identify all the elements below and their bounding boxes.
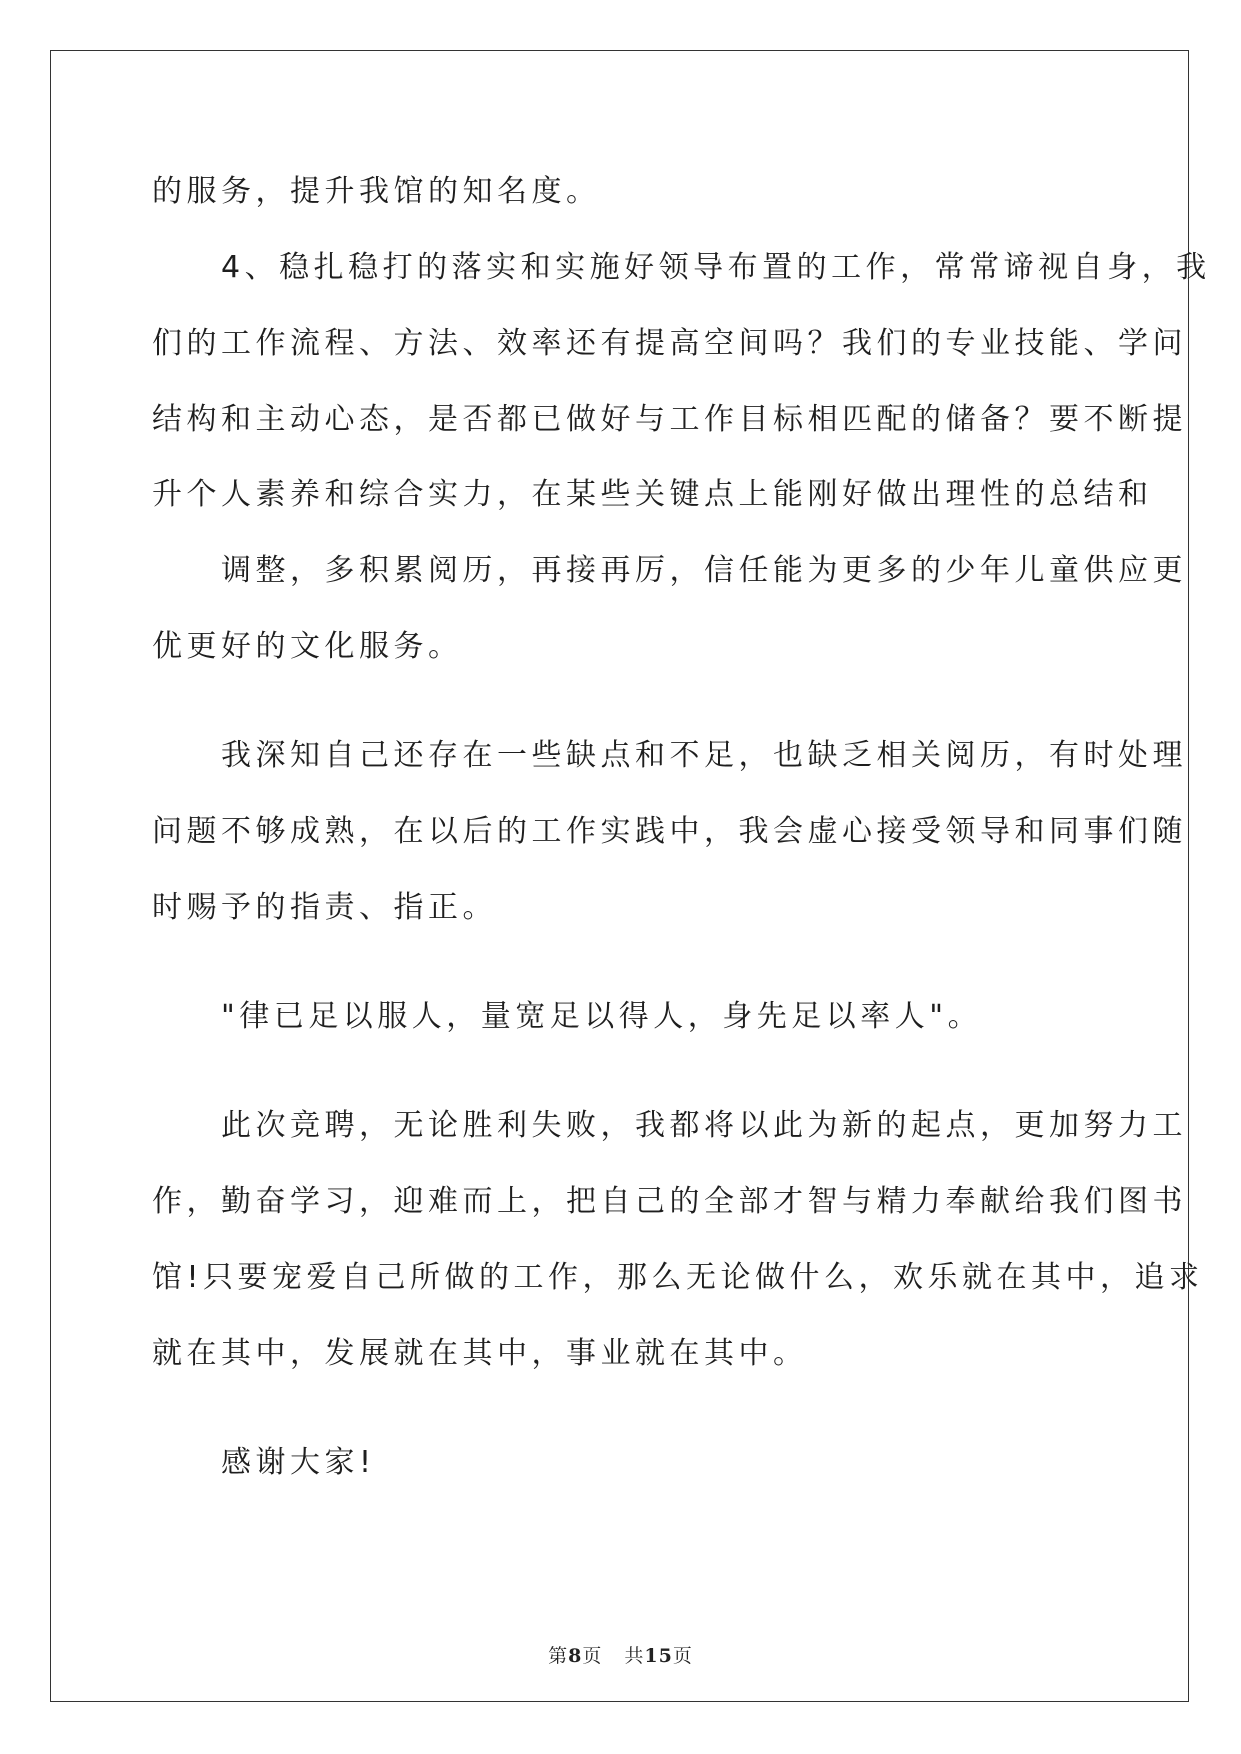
text-line: 时赐予的指责、指正。: [152, 890, 497, 925]
page-prefix: 第: [548, 1645, 569, 1667]
page-number: 8: [568, 1645, 583, 1667]
page-footer: [0, 1643, 1241, 1669]
total-pages: 15: [644, 1645, 673, 1667]
text-line: 结构和主动心态，是否都已做好与工作目标相匹配的储备？要不断提: [152, 402, 1187, 437]
text-line: 就在其中，发展就在其中，事业就在其中。: [152, 1336, 808, 1371]
text-line: 升个人素养和综合实力，在某些关键点上能刚好做出理性的总结和: [152, 477, 1153, 512]
total-prefix: 共: [624, 1645, 645, 1667]
text-line: 的服务，提升我馆的知名度。: [152, 174, 601, 209]
text-line: 4、稳扎稳打的落实和实施好领导布置的工作，常常谛视自身，我: [152, 250, 1211, 285]
total-suffix: 页: [672, 1645, 693, 1667]
text-line: 问题不够成熟，在以后的工作实践中，我会虚心接受领导和同事们随: [152, 814, 1187, 849]
text-line: 馆!只要宠爱自己所做的工作，那么无论做什么，欢乐就在其中，追求: [152, 1260, 1204, 1295]
text-line: 优更好的文化服务。: [152, 629, 463, 664]
page-suffix: 页: [582, 1645, 603, 1667]
text-line: 们的工作流程、方法、效率还有提高空间吗？我们的专业技能、学问: [152, 326, 1187, 361]
text-line: 此次竞聘，无论胜利失败，我都将以此为新的起点，更加努力工: [152, 1108, 1187, 1143]
text-line: 我深知自己还存在一些缺点和不足，也缺乏相关阅历，有时处理: [152, 738, 1187, 773]
text-line: "律已足以服人，量宽足以得人，身先足以率人"。: [152, 999, 983, 1034]
text-line: 作，勤奋学习，迎难而上，把自己的全部才智与精力奉献给我们图书: [152, 1184, 1187, 1219]
text-line: 感谢大家!: [152, 1445, 376, 1480]
text-line: 调整，多积累阅历，再接再厉，信任能为更多的少年儿童供应更: [152, 553, 1187, 588]
